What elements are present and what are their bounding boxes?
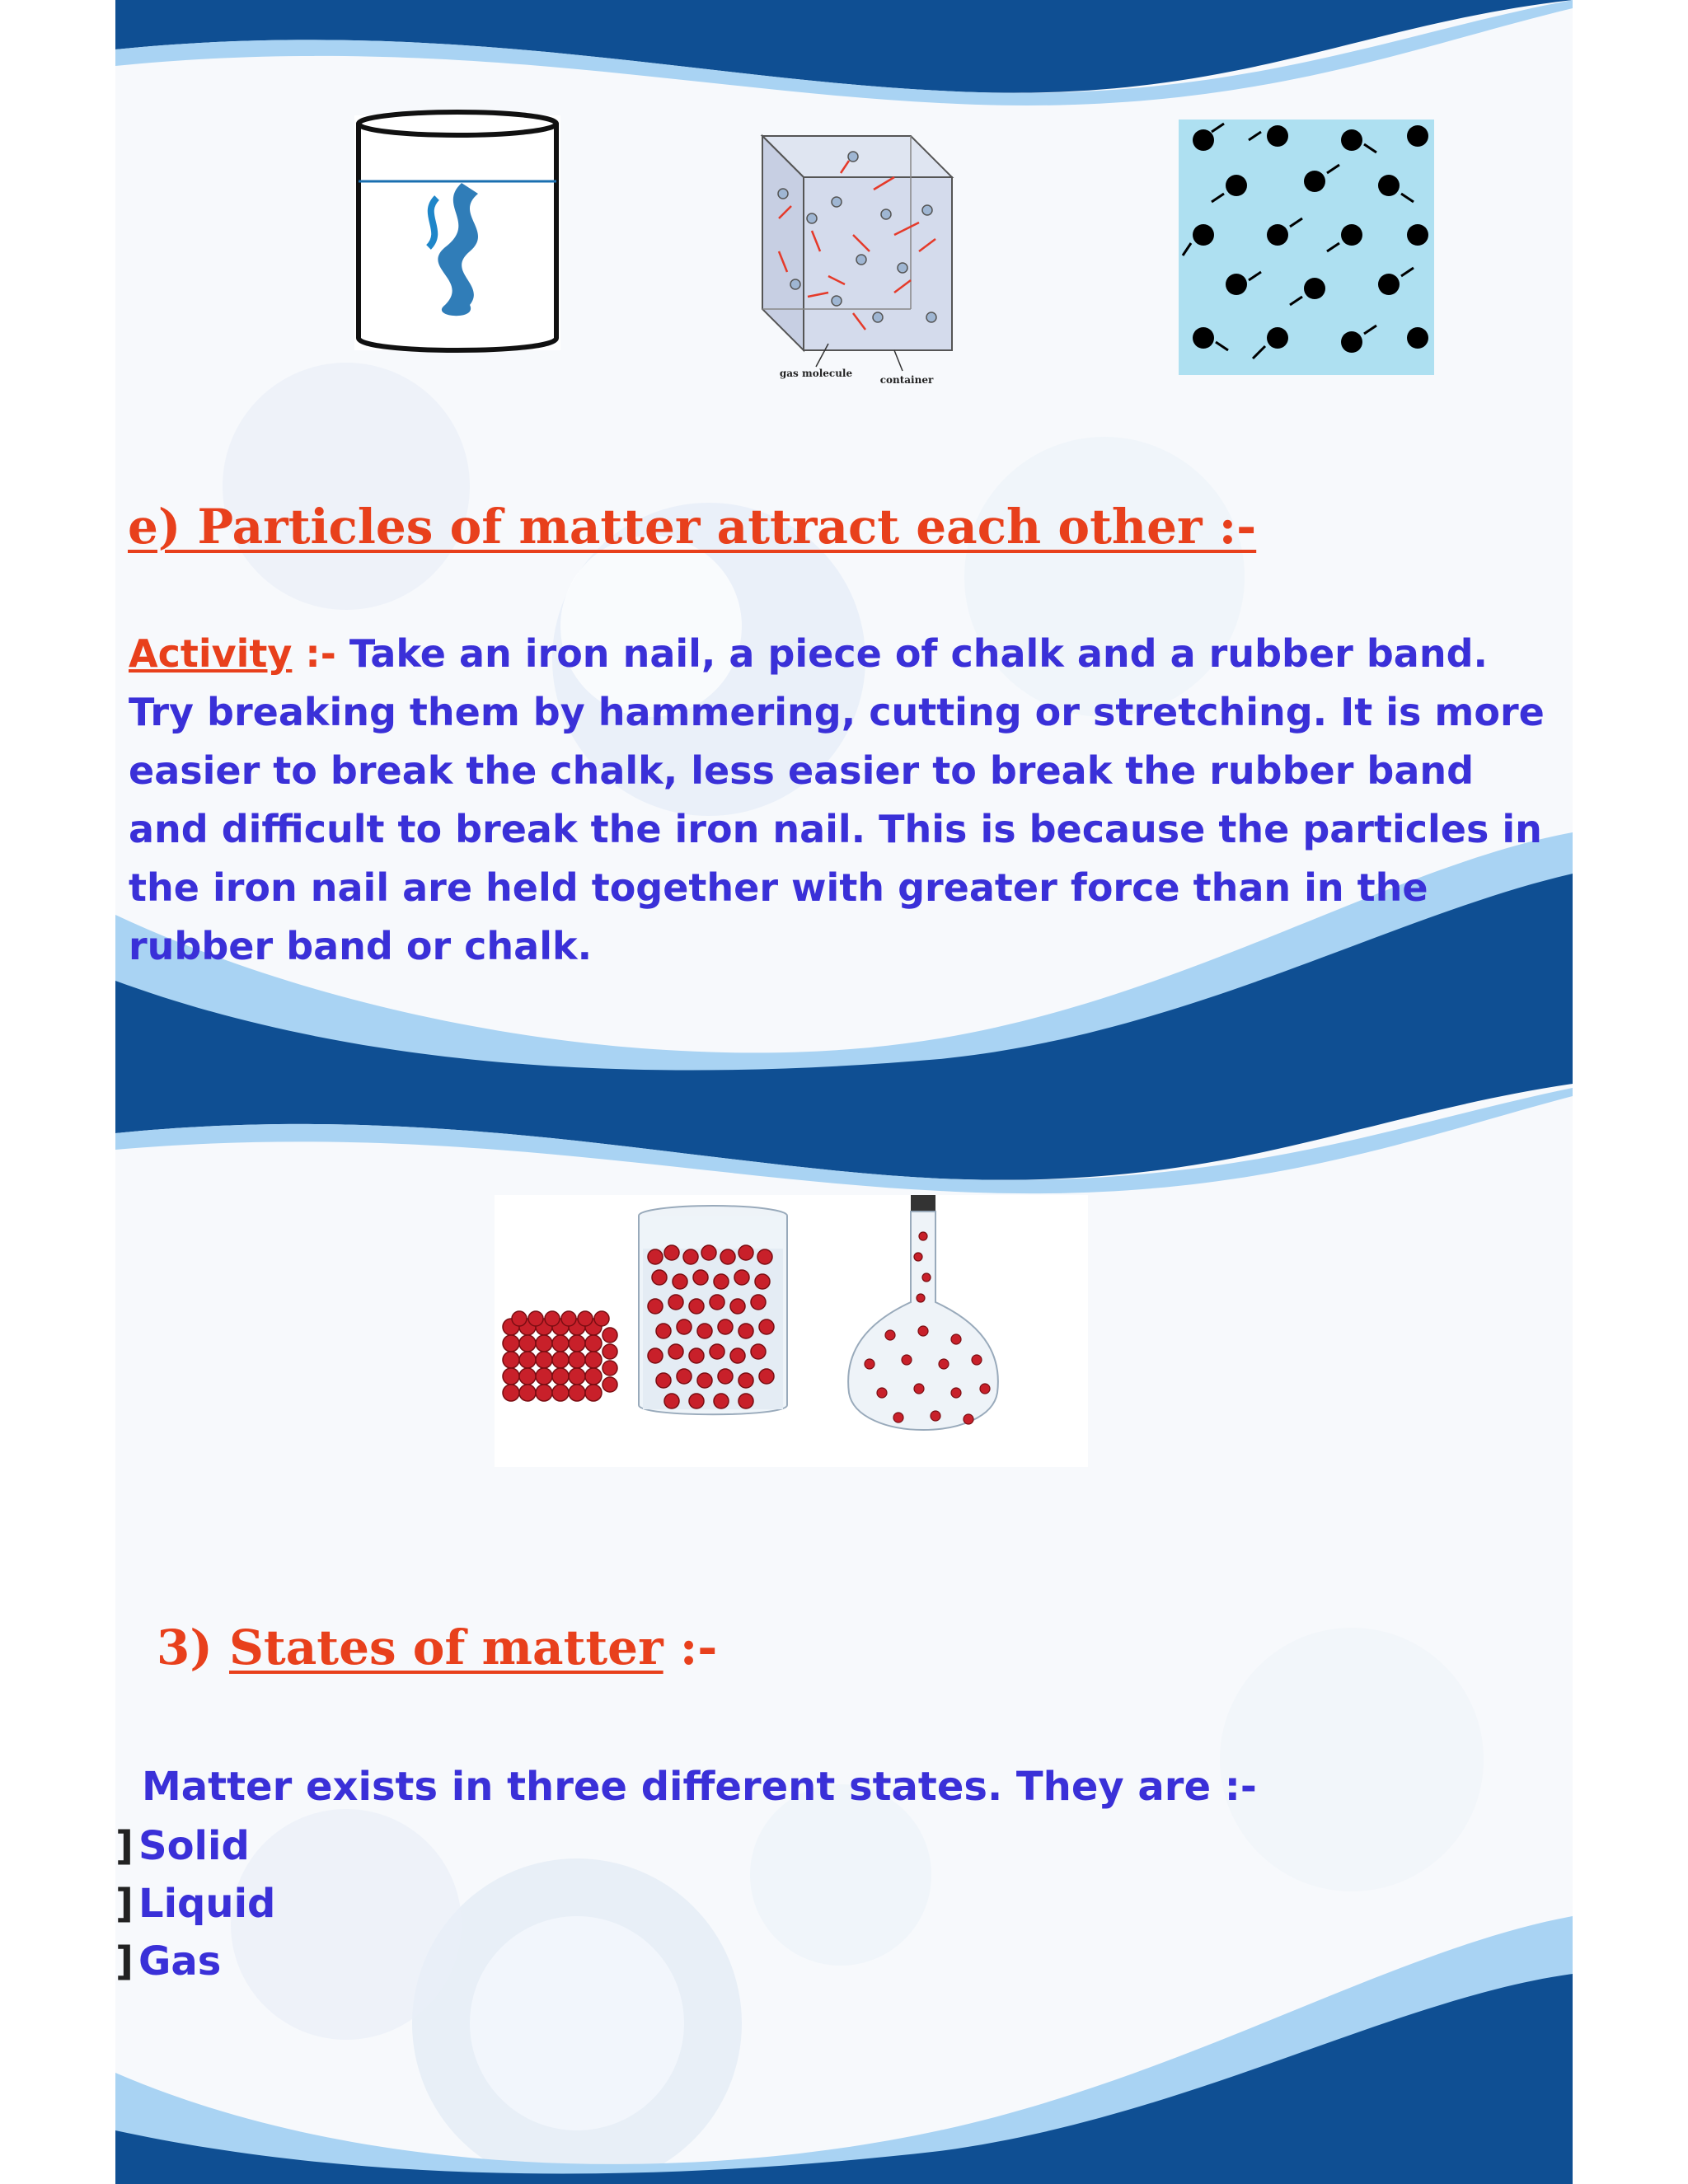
states-heading-suffix: :- — [663, 1619, 718, 1675]
gas-molecule-label: gas molecule — [779, 368, 853, 379]
bracket-bullet-icon: ] — [115, 1823, 134, 1869]
states-of-matter-illustration — [495, 1195, 1088, 1467]
gas-molecules-container-image — [729, 128, 977, 387]
states-of-matter-heading — [157, 1619, 717, 1675]
slide-particles-attract — [115, 0, 1573, 1084]
activity-text: Take an iron nail, a piece of chalk and a rubber band. Try breaking them by hammering, cutting or stretching. It is more easier to break the chalk, less easier to break the rubber band and difficult to break the iron nail. This is because the particles in the iron nail are held together with greater force than in the rubber band or chalk. — [129, 631, 1545, 968]
particles-attract-heading: e) Particles of matter attract each other :- — [128, 499, 1257, 555]
activity-separator: :- — [292, 631, 349, 676]
particle-motion-grid-image — [1179, 120, 1434, 375]
list-item — [115, 1933, 275, 1990]
states-list — [115, 1817, 275, 1990]
container-label: container — [879, 374, 934, 386]
ink-diffusion-beaker-image — [346, 107, 569, 359]
liquid-beaker — [639, 1206, 787, 1414]
states-intro: Matter exists in three different states. They are :- — [142, 1764, 1257, 1810]
states-heading-number: 3) — [157, 1619, 213, 1675]
bracket-bullet-icon: ] — [115, 1881, 134, 1927]
state-liquid: Liquid — [138, 1881, 276, 1927]
list-item — [115, 1817, 275, 1875]
slide-states-of-matter — [115, 1084, 1573, 2184]
state-gas: Gas — [138, 1938, 222, 1985]
bracket-bullet-icon: ] — [115, 1938, 134, 1985]
states-heading-title: States of matter — [229, 1619, 663, 1675]
activity-paragraph — [129, 625, 1563, 976]
state-solid: Solid — [138, 1823, 250, 1869]
activity-label: Activity — [129, 631, 293, 676]
list-item — [115, 1875, 275, 1933]
